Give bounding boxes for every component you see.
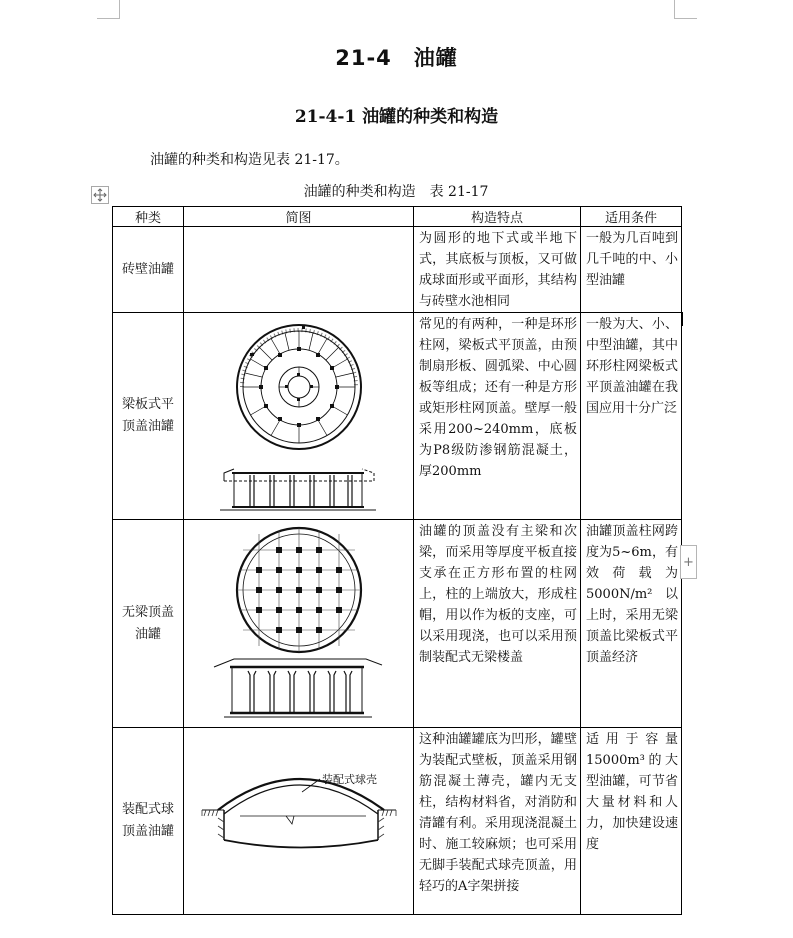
tank-features: 常见的有两种，一种是环形柱网，梁板式平顶盖，由预制扇形板、圆弧梁、中心圆板等组成；还有一种是方形或矩形柱网顶盖。壁厚一般采用200~240mm，底板为P8级防渗钢筋混凝土，厚200mm — [414, 313, 581, 520]
header-type: 种类 — [113, 207, 184, 227]
tank-features: 这种油罐罐底为凹形，罐壁为装配式壁板，顶盖采用钢筋混凝土薄壳，罐内无支柱，结构材料省，对消防和清罐有利。采用现浇混凝土时、施工较麻烦；也可采用无脚手装配式球壳顶盖，用轻巧的A字架拼接 — [414, 728, 581, 915]
table-row — [113, 728, 682, 915]
text-cursor — [682, 312, 683, 326]
diagram-label: 装配式球壳 — [322, 773, 377, 786]
table-row — [113, 313, 682, 520]
section-title: 21-4 油罐 — [335, 46, 458, 70]
beam-slab-diagram-svg — [184, 313, 414, 518]
beamless-diagram-svg — [184, 520, 414, 726]
beam-slab-tank-diagram — [184, 313, 414, 520]
tank-conditions: 一般为大、小、中型油罐，其中环形柱网梁板式平顶盖油罐在我国应用十分广泛 — [581, 313, 682, 520]
diagram-cell-empty — [184, 227, 414, 313]
crop-mark-top-left — [97, 0, 120, 19]
header-conditions: 适用条件 — [581, 207, 682, 227]
section-subtitle: 21-4-1 油罐的种类和构造 — [294, 107, 499, 127]
add-column-button[interactable] — [680, 545, 697, 579]
header-features: 构造特点 — [414, 207, 581, 227]
table-row — [113, 227, 682, 313]
table-header-row — [113, 207, 682, 227]
header-diagram: 简图 — [184, 207, 414, 227]
tank-features: 油罐的顶盖没有主梁和次梁，而采用等厚度平板直接支承在正方形布置的柱网上，柱的上端放大，形成柱帽，用以作为板的支座，可以采用现浇，也可以采用预制装配式无梁楼盖 — [414, 520, 581, 728]
tank-conditions: 一般为几百吨到几千吨的中、小型油罐 — [581, 227, 682, 313]
spherical-shell-tank-diagram — [184, 728, 414, 915]
oil-tank-table — [112, 206, 682, 915]
beamless-tank-diagram — [184, 520, 414, 728]
tank-type: 装配式球顶盖油罐 — [113, 728, 184, 915]
table-caption: 油罐的种类和构造 表 21-17 — [303, 184, 489, 200]
intro-paragraph: 油罐的种类和构造见表 21-17。 — [150, 152, 349, 168]
plus-icon: + — [683, 554, 694, 570]
crop-mark-top-right — [674, 0, 697, 19]
tank-type: 无梁顶盖油罐 — [113, 520, 184, 728]
move-arrows-icon — [92, 187, 108, 203]
tank-conditions: 适用于容量15000m³的大型油罐，可节省大量材料和人力，加快建设速度 — [581, 728, 682, 915]
tank-type: 梁板式平顶盖油罐 — [113, 313, 184, 520]
table-row — [113, 520, 682, 728]
tank-features: 为圆形的地下式或半地下式，其底板与顶板，又可做成球面形或平面形，其结构与砖壁水池相同 — [414, 227, 581, 313]
table-move-handle[interactable] — [91, 186, 109, 204]
tank-conditions: 油罐顶盖柱网跨度为5~6m，有效荷载为5000N/m²以上时，采用无梁顶盖比梁板式平顶盖经济 — [581, 520, 682, 728]
spherical-shell-diagram-svg — [184, 728, 414, 913]
tank-type: 砖壁油罐 — [113, 227, 184, 313]
